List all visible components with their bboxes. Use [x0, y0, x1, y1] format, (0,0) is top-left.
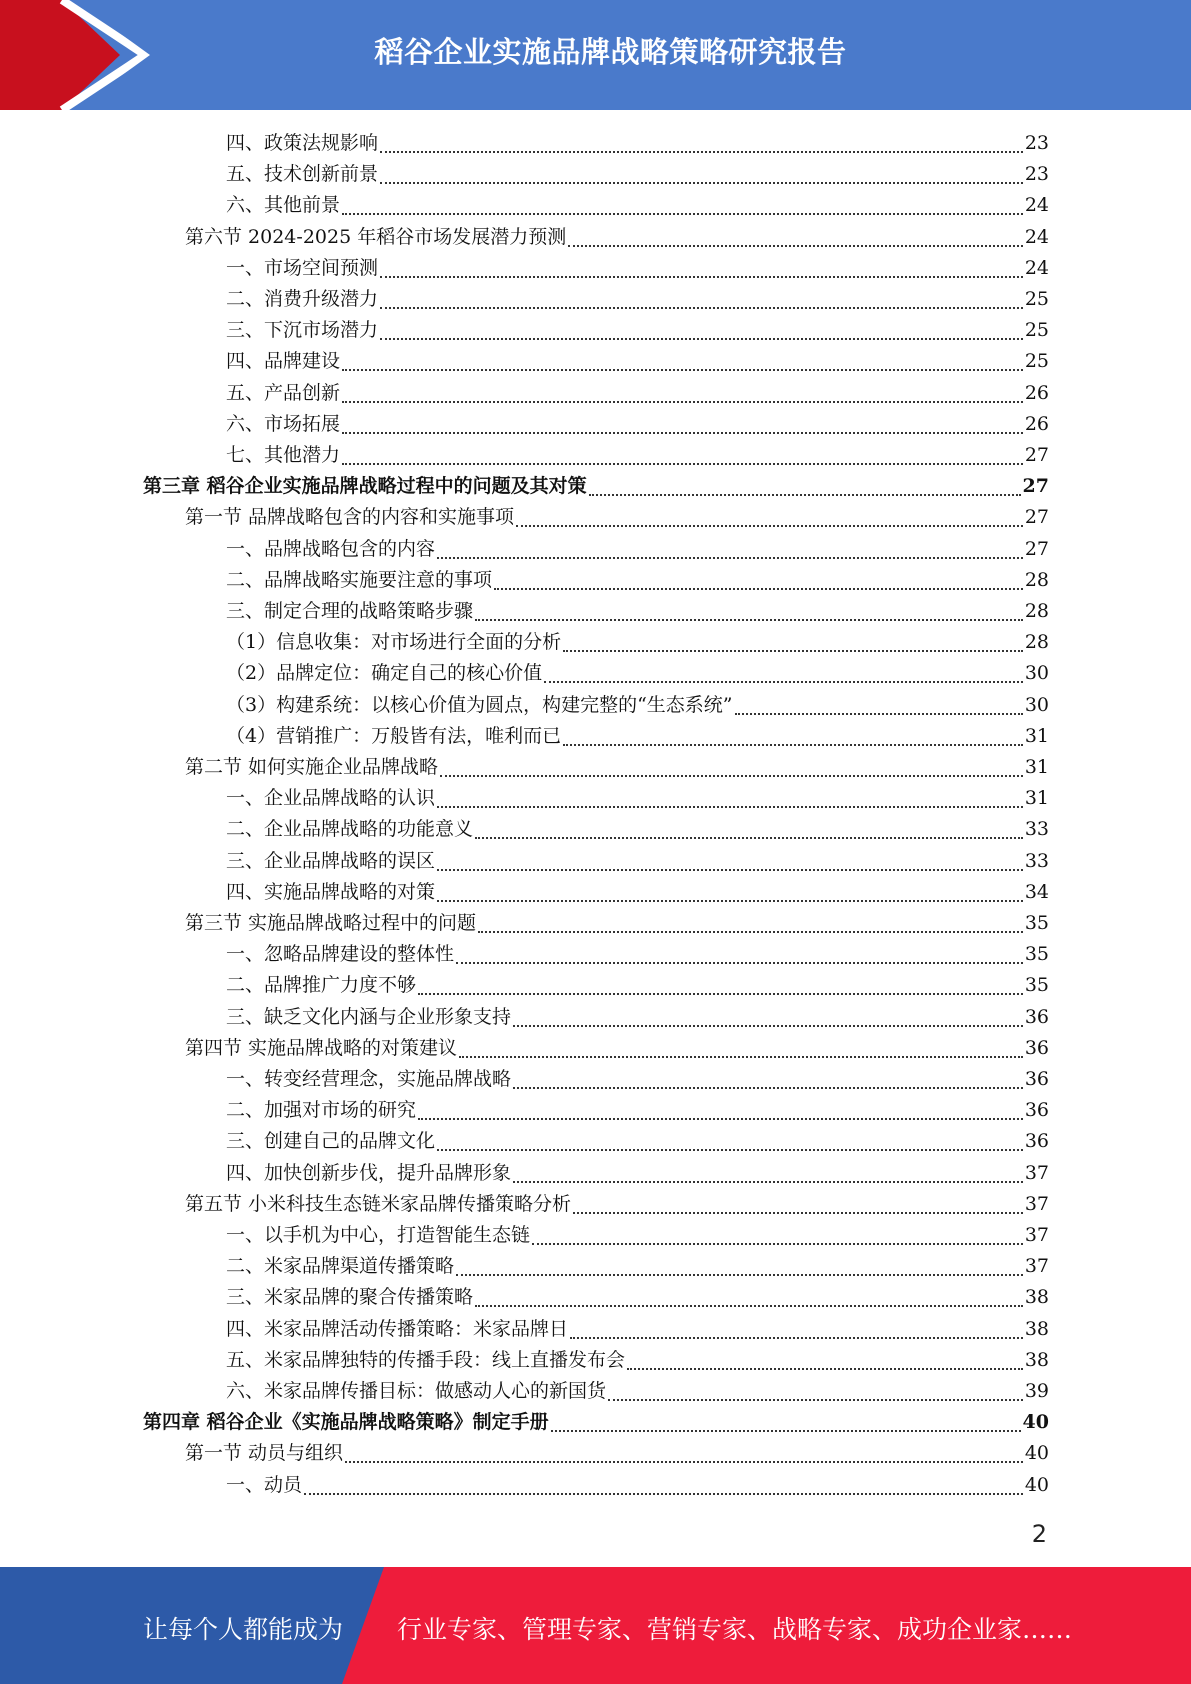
- toc-entry-page: 38: [1024, 1286, 1049, 1308]
- toc-entry-page: 34: [1024, 881, 1049, 903]
- toc-entry-page: 26: [1024, 413, 1049, 435]
- toc-entry-label: 七、其他潜力: [226, 444, 341, 466]
- toc-dot-leader: [456, 1274, 1023, 1276]
- toc-entry-label: 第六节 2024-2025 年稻谷市场发展潜力预测: [185, 226, 567, 248]
- toc-dot-leader: [437, 806, 1023, 808]
- toc-item-entry[interactable]: [226, 1470, 1049, 1501]
- toc-dot-leader: [342, 432, 1023, 434]
- toc-entry-label: 二、米家品牌渠道传播策略: [226, 1255, 455, 1277]
- toc-dot-leader: [627, 1368, 1023, 1370]
- toc-dot-leader: [513, 1025, 1023, 1027]
- toc-dot-leader: [342, 401, 1023, 403]
- toc-entry-page: 25: [1024, 319, 1049, 341]
- footer-slogan-right: 行业专家、管理专家、营销专家、战略专家、成功企业家……: [397, 1615, 1073, 1644]
- toc-entry-label: 二、加强对市场的研究: [226, 1099, 417, 1121]
- toc-dot-leader: [456, 962, 1023, 964]
- toc-item-entry[interactable]: [226, 846, 1049, 877]
- toc-entry-page: 27: [1024, 538, 1049, 560]
- toc-item-entry[interactable]: [226, 783, 1049, 814]
- toc-entry-page: 30: [1024, 662, 1049, 684]
- toc-item-entry[interactable]: [226, 596, 1049, 627]
- toc-dot-leader: [418, 1118, 1023, 1120]
- toc-section-entry[interactable]: [185, 908, 1049, 939]
- toc-dot-leader: [570, 1337, 1023, 1339]
- toc-item-entry[interactable]: [226, 1314, 1049, 1345]
- toc-dot-leader: [608, 1399, 1023, 1401]
- toc-entry-page: 38: [1024, 1349, 1049, 1371]
- toc-entry-label: 六、市场拓展: [226, 413, 341, 435]
- toc-dot-leader: [513, 1087, 1023, 1089]
- toc-dot-leader: [563, 744, 1023, 746]
- toc-item-entry[interactable]: [226, 970, 1049, 1001]
- toc-entry-page: 24: [1024, 194, 1049, 216]
- toc-entry-page: 30: [1024, 694, 1049, 716]
- toc-dot-leader: [735, 713, 1023, 715]
- toc-item-entry[interactable]: [226, 1064, 1049, 1095]
- toc-section-entry[interactable]: [185, 1033, 1049, 1064]
- toc-entry-label: 一、品牌战略包含的内容: [226, 538, 436, 560]
- toc-item-entry[interactable]: [226, 440, 1049, 471]
- toc-item-entry[interactable]: [226, 159, 1049, 190]
- toc-item-entry[interactable]: [226, 253, 1049, 284]
- toc-entry-label: 第二节 如何实施企业品牌战略: [185, 756, 439, 778]
- toc-entry-label: 一、转变经营理念，实施品牌战略: [226, 1068, 512, 1090]
- header-banner: [0, 0, 1191, 110]
- toc-dot-leader: [516, 525, 1023, 527]
- toc-entry-page: 33: [1024, 818, 1049, 840]
- toc-item-entry[interactable]: [226, 1251, 1049, 1282]
- toc-entry-page: 35: [1024, 943, 1049, 965]
- toc-dot-leader: [380, 182, 1023, 184]
- toc-dot-leader: [380, 151, 1023, 153]
- toc-dot-leader: [568, 245, 1023, 247]
- footer-banner: [0, 1567, 1191, 1684]
- toc-dot-leader: [475, 1305, 1023, 1307]
- toc-dot-leader: [380, 338, 1023, 340]
- toc-item-entry[interactable]: [226, 1126, 1049, 1157]
- toc-entry-page: 35: [1024, 912, 1049, 934]
- toc-item-entry[interactable]: [226, 939, 1049, 970]
- toc-dot-leader: [437, 557, 1023, 559]
- footer-slogan-left: 让每个人都能成为: [143, 1615, 344, 1644]
- toc-dot-leader: [437, 900, 1023, 902]
- toc-entry-label: 五、米家品牌独特的传播手段：线上直播发布会: [226, 1349, 626, 1371]
- toc-entry-page: 31: [1024, 787, 1049, 809]
- toc-entry-label: （2）品牌定位：确定自己的核心价值: [226, 662, 543, 684]
- toc-entry-page: 23: [1024, 132, 1049, 154]
- toc-entry-label: 五、产品创新: [226, 382, 341, 404]
- toc-item-entry[interactable]: [226, 1345, 1049, 1376]
- toc-entry-label: 四、品牌建设: [226, 350, 341, 372]
- toc-item-entry[interactable]: [226, 877, 1049, 908]
- toc-dot-leader: [342, 213, 1023, 215]
- toc-entry-label: （3）构建系统：以核心价值为圆点，构建完整的“生态系统”: [226, 694, 733, 716]
- toc-entry-page: 23: [1024, 163, 1049, 185]
- toc-section-entry[interactable]: [185, 1189, 1049, 1220]
- toc-item-entry[interactable]: [226, 315, 1049, 346]
- toc-entry-label: 第一节 动员与组织: [185, 1442, 344, 1464]
- toc-item-entry[interactable]: [226, 378, 1049, 409]
- toc-item-entry[interactable]: [226, 690, 1049, 721]
- toc-entry-page: 25: [1024, 288, 1049, 310]
- page-number: 2: [1031, 1520, 1047, 1548]
- toc-entry-label: 三、缺乏文化内涵与企业形象支持: [226, 1006, 512, 1028]
- toc-item-entry[interactable]: [226, 1095, 1049, 1126]
- toc-entry-page: 25: [1024, 350, 1049, 372]
- toc-entry-page: 28: [1024, 631, 1049, 653]
- toc-entry-label: 三、创建自己的品牌文化: [226, 1130, 436, 1152]
- toc-entry-label: 五、技术创新前景: [226, 163, 379, 185]
- toc-entry-label: 二、品牌战略实施要注意的事项: [226, 569, 493, 591]
- toc-dot-leader: [494, 588, 1023, 590]
- toc-entry-label: （4）营销推广：万般皆有法，唯利而已: [226, 725, 562, 747]
- toc-entry-label: 一、企业品牌战略的认识: [226, 787, 436, 809]
- toc-entry-label: 四、政策法规影响: [226, 132, 379, 154]
- toc-entry-page: 31: [1024, 725, 1049, 747]
- toc-item-entry[interactable]: [226, 190, 1049, 221]
- toc-entry-label: 第四章 稻谷企业《实施品牌战略策略》制定手册: [143, 1411, 549, 1433]
- toc-entry-page: 37: [1024, 1193, 1049, 1215]
- toc-item-entry[interactable]: [226, 128, 1049, 159]
- toc-item-entry[interactable]: [226, 721, 1049, 752]
- toc-entry-label: 三、下沉市场潜力: [226, 319, 379, 341]
- toc-dot-leader: [380, 276, 1023, 278]
- toc-entry-page: 27: [1024, 506, 1049, 528]
- toc-dot-leader: [475, 619, 1023, 621]
- toc-entry-label: 第四节 实施品牌战略的对策建议: [185, 1037, 458, 1059]
- toc-dot-leader: [563, 650, 1023, 652]
- toc-entry-page: 24: [1024, 257, 1049, 279]
- toc-section-entry[interactable]: [185, 1438, 1049, 1469]
- toc-entry-label: 一、动员: [226, 1474, 303, 1496]
- toc-entry-label: 二、企业品牌战略的功能意义: [226, 818, 474, 840]
- toc-item-entry[interactable]: [226, 627, 1049, 658]
- toc-item-entry[interactable]: [226, 1158, 1049, 1189]
- toc-item-entry[interactable]: [226, 565, 1049, 596]
- toc-entry-page: 27: [1024, 444, 1049, 466]
- toc-entry-page: 36: [1024, 1130, 1049, 1152]
- toc-entry-label: 四、实施品牌战略的对策: [226, 881, 436, 903]
- toc-dot-leader: [342, 463, 1023, 465]
- toc-entry-page: 35: [1024, 974, 1049, 996]
- toc-entry-label: 二、消费升级潜力: [226, 288, 379, 310]
- toc-item-entry[interactable]: [226, 814, 1049, 845]
- toc-entry-label: 第三章 稻谷企业实施品牌战略过程中的问题及其对策: [143, 475, 587, 497]
- toc-dot-leader: [437, 869, 1023, 871]
- toc-entry-page: 38: [1024, 1318, 1049, 1340]
- toc-item-entry[interactable]: [226, 409, 1049, 440]
- toc-entry-label: 四、加快创新步伐，提升品牌形象: [226, 1162, 512, 1184]
- toc-item-entry[interactable]: [226, 1002, 1049, 1033]
- toc-dot-leader: [304, 1493, 1023, 1495]
- toc-entry-page: 36: [1024, 1099, 1049, 1121]
- document-title: 稻谷企业实施品牌战略策略研究报告: [374, 35, 847, 69]
- toc-entry-label: 一、以手机为中心，打造智能生态链: [226, 1224, 531, 1246]
- toc-entry-page: 31: [1024, 756, 1049, 778]
- toc-chapter-entry[interactable]: [143, 1407, 1049, 1438]
- toc-entry-page: 39: [1024, 1380, 1049, 1402]
- toc-entry-page: 37: [1024, 1162, 1049, 1184]
- toc-entry-label: 六、米家品牌传播目标：做感动人心的新国货: [226, 1380, 607, 1402]
- toc-dot-leader: [589, 494, 1021, 496]
- toc-item-entry[interactable]: [226, 1220, 1049, 1251]
- toc-dot-leader: [342, 369, 1023, 371]
- toc-dot-leader: [380, 307, 1023, 309]
- toc-entry-label: 一、忽略品牌建设的整体性: [226, 943, 455, 965]
- toc-item-entry[interactable]: [226, 534, 1049, 565]
- toc-entry-page: 36: [1024, 1006, 1049, 1028]
- toc-dot-leader: [437, 1149, 1023, 1151]
- toc-entry-page: 24: [1024, 226, 1049, 248]
- toc-entry-label: 三、制定合理的战略策略步骤: [226, 600, 474, 622]
- toc-entry-label: 第三节 实施品牌战略过程中的问题: [185, 912, 477, 934]
- toc-entry-label: 第五节 小米科技生态链米家品牌传播策略分析: [185, 1193, 572, 1215]
- toc-entry-label: 一、市场空间预测: [226, 257, 379, 279]
- toc-item-entry[interactable]: [226, 284, 1049, 315]
- toc-entry-page: 37: [1024, 1255, 1049, 1277]
- toc-entry-page: 37: [1024, 1224, 1049, 1246]
- toc-entry-label: 第一节 品牌战略包含的内容和实施事项: [185, 506, 515, 528]
- toc-dot-leader: [478, 931, 1023, 933]
- toc-entry-page: 33: [1024, 850, 1049, 872]
- toc-item-entry[interactable]: [226, 1282, 1049, 1313]
- toc-entry-label: 二、品牌推广力度不够: [226, 974, 417, 996]
- toc-entry-page: 40: [1024, 1442, 1049, 1464]
- toc-section-entry[interactable]: [185, 752, 1049, 783]
- toc-dot-leader: [573, 1212, 1023, 1214]
- toc-dot-leader: [418, 993, 1023, 995]
- toc-entry-label: （1）信息收集：对市场进行全面的分析: [226, 631, 562, 653]
- toc-entry-label: 六、其他前景: [226, 194, 341, 216]
- toc-entry-label: 四、米家品牌活动传播策略：米家品牌日: [226, 1318, 569, 1340]
- toc-dot-leader: [459, 1056, 1023, 1058]
- toc-entry-page: 40: [1022, 1411, 1049, 1433]
- toc-item-entry[interactable]: [226, 1376, 1049, 1407]
- toc-entry-page: 36: [1024, 1068, 1049, 1090]
- toc-entry-label: 三、企业品牌战略的误区: [226, 850, 436, 872]
- toc-entry-page: 28: [1024, 600, 1049, 622]
- toc-entry-label: 三、米家品牌的聚合传播策略: [226, 1286, 474, 1308]
- toc-section-entry[interactable]: [185, 502, 1049, 533]
- toc-chapter-entry[interactable]: [143, 471, 1049, 502]
- toc-dot-leader: [345, 1461, 1023, 1463]
- toc-item-entry[interactable]: [226, 658, 1049, 689]
- toc-dot-leader: [551, 1430, 1021, 1432]
- toc-dot-leader: [513, 1181, 1023, 1183]
- toc-entry-page: 36: [1024, 1037, 1049, 1059]
- toc-entry-page: 28: [1024, 569, 1049, 591]
- toc-item-entry[interactable]: [226, 346, 1049, 377]
- toc-section-entry[interactable]: [185, 222, 1049, 253]
- toc-entry-page: 26: [1024, 382, 1049, 404]
- toc-dot-leader: [440, 775, 1023, 777]
- toc-dot-leader: [544, 681, 1023, 683]
- toc-dot-leader: [532, 1243, 1023, 1245]
- toc-entry-page: 40: [1024, 1474, 1049, 1496]
- toc-dot-leader: [475, 837, 1023, 839]
- toc-entry-page: 27: [1022, 475, 1049, 497]
